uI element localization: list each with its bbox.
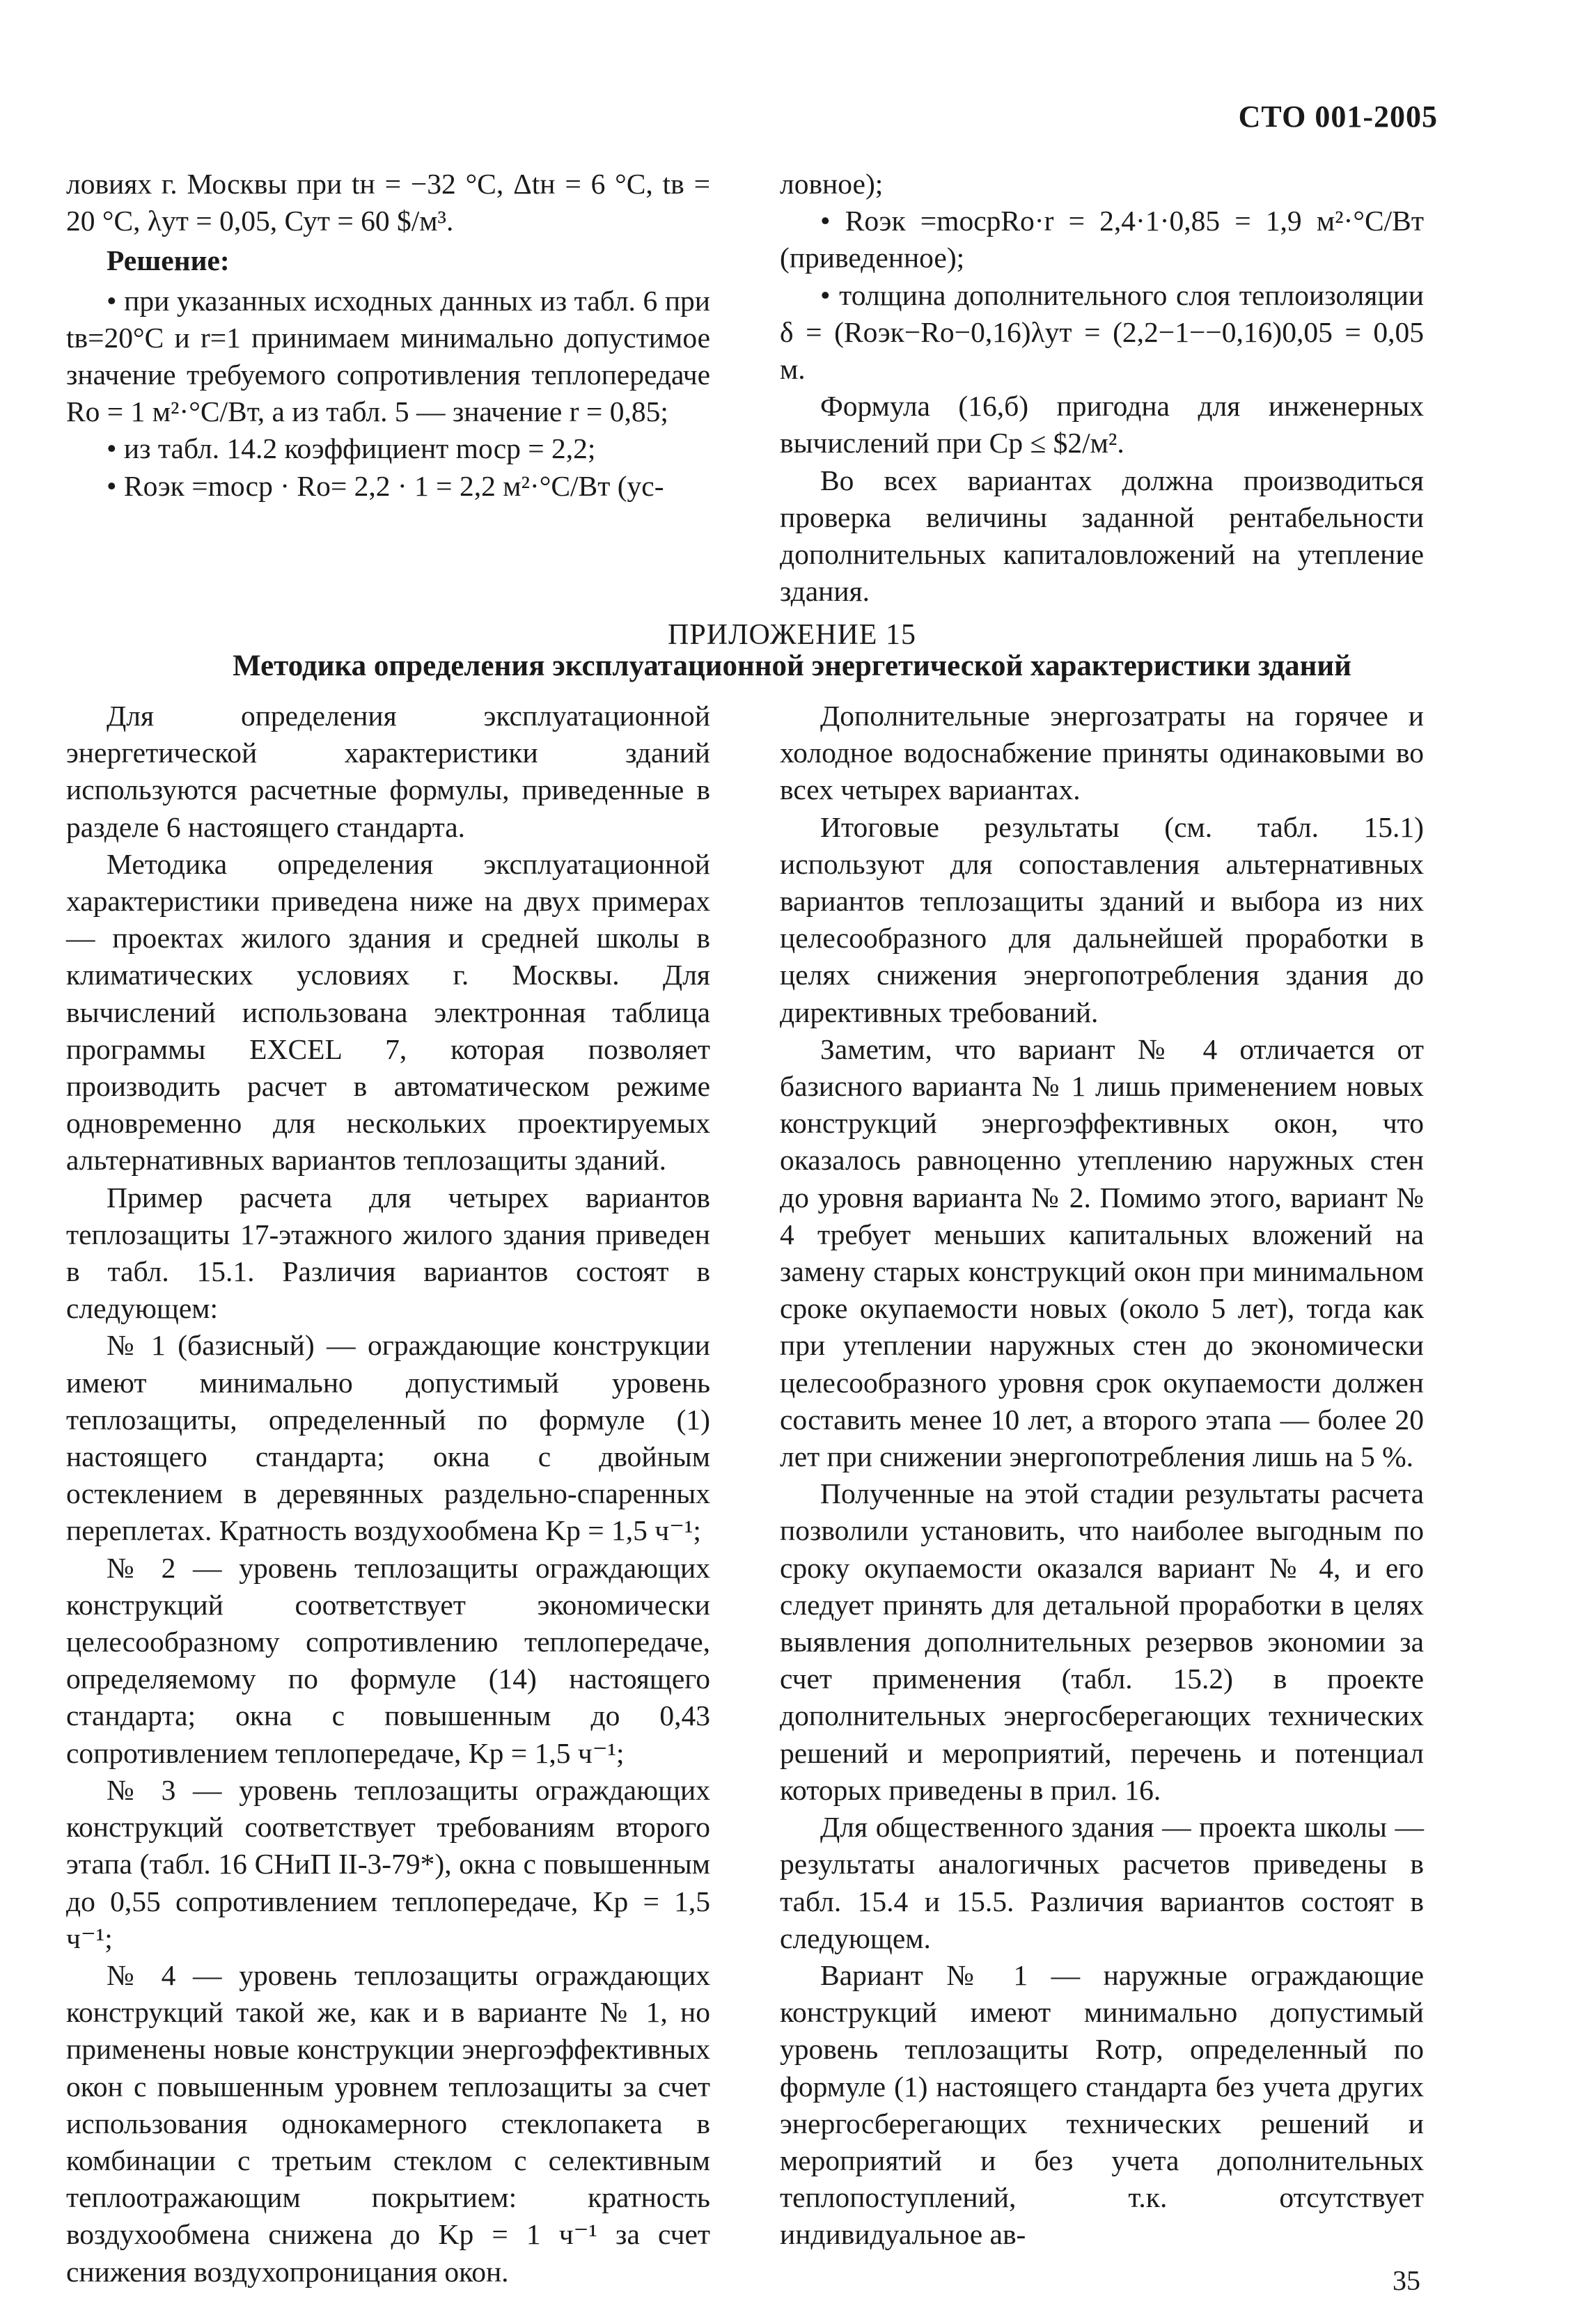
paragraph: Заметим, что вариант № 4 отличается от базисного варианта № 1 лишь применением новых конструкций энергоэффективных окон, что оказалось равноценно утеплению наружных стен до уровня варианта № 2. Помимо этого, вариант № 4 требует меньших капитальных вложений на замену старых конструкций окон при минимальном сроке окупаемости новых (около 5 лет), тогда как при утеплении наружных стен до экономически целесообразного уровня срок окупаемости должен составить менее 10 лет, а второго этапа — более 20 лет при снижении энергопотребления лишь на 5 %. bbox=[780, 1033, 1424, 1473]
left-column bbox=[66, 698, 710, 2291]
paragraph: ловное); bbox=[780, 168, 884, 200]
paragraph: № 1 (базисный) — ограждающие конструкции имеют минимально допустимый уровень теплозащиты, определенный по формуле (1) настоящего стандарта; окна с двойным остеклением в деревянных раздельно-спаренных переплетах. Кратность воздухообмена Kр = 1,5 ч⁻¹; bbox=[66, 1329, 710, 1547]
paragraph: Полученные на этой стадии результаты расчета позволили установить, что наиболее выгодным по сроку окупаемости оказался вариант № 4, и его следует принять для детальной проработки в целях выявления дополнительных резервов экономии за счет применения (табл. 15.2) в проекте дополнительных энергосберегающих технических решений и мероприятий, перечень и потенциал которых приведены в прил. 16. bbox=[780, 1477, 1424, 1806]
bullet-item: • Rоэк =mоcpRо·r = 2,4·1·0,85 = 1,9 м²·°С/Вт (приведенное); bbox=[780, 205, 1424, 274]
solution-heading: Решение: bbox=[107, 244, 230, 277]
paragraph: Для определения эксплуатационной энергетической характеристики зданий используются расчетные формулы, приведенные в разделе 6 настоящего стандарта. bbox=[66, 700, 710, 843]
bullet-item: • толщина дополнительного слоя теплоизоляции δ = (Rоэк−Rо−0,16)λут = (2,2−1−−0,16)0,05 = 0,05 м. bbox=[780, 278, 1424, 386]
paragraph: Дополнительные энергозатраты на горячее и холодное водоснабжение приняты одинаковыми во всех четырех вариантах. bbox=[780, 700, 1424, 806]
bullet-item: • при указанных исходных данных из табл. 6 при tв=20°С и r=1 принимаем минимально допустимое значение требуемого сопротивления теплопередаче Rо = 1 м²·°С/Вт, а из табл. 5 — значение r = 0,85; bbox=[66, 284, 710, 428]
bullet-item: • Rоэк =mоср · Rо= 2,2 · 1 = 2,2 м²·°С/Вт (ус- bbox=[107, 469, 664, 502]
paragraph: № 3 — уровень теплозащиты ограждающих конструкций соответствует требованиям второго этапа (табл. 16 СНиП II-3-79*), окна с повышенным до 0,55 сопротивлением теплопередаче, Kр = 1,5 ч⁻¹; bbox=[66, 1773, 710, 1954]
paragraph: Пример расчета для четырех вариантов теплозащиты 17-этажного жилого здания приведен в табл. 15.1. Различия вариантов состоят в следующем: bbox=[66, 1181, 710, 1325]
paragraph: Во всех вариантах должна производиться проверка величины заданной рентабельности дополнительных капиталовложений на утепление здания. bbox=[780, 464, 1424, 608]
paragraph: № 2 — уровень теплозащиты ограждающих конструкций соответствует экономически целесообразному сопротивлению теплопередаче, определяемому по формуле (14) настоящего стандарта; окна с повышенным до 0,43 сопротивлением теплопередаче, Kр = 1,5 ч⁻¹; bbox=[66, 1551, 710, 1769]
paragraph: Итоговые результаты (см. табл. 15.1) используют для сопоставления альтернативных вариантов теплозащиты зданий и выбора из них целесообразного для дальнейшей проработки в целях снижения энергопотребления здания до директивных требований. bbox=[780, 810, 1424, 1028]
paragraph: Формула (16,б) пригодна для инженерных вычислений при Ср ≤ $2/м². bbox=[780, 390, 1424, 460]
paragraph: Для общественного здания — проекта школы — результаты аналогичных расчетов приведены в табл. 15.4 и 15.5. Различия вариантов состоят в следующем. bbox=[780, 1811, 1424, 1954]
paragraph: Вариант № 1 — наружные ограждающие конструкций имеют минимально допустимый уровень теплозащиты Rотр, определенный по формуле (1) настоящего стандарта без учета других энергосберегающих технических решений и мероприятий и без учета дополнительных теплопоступлений, т.к. отсутствует индивидуальное ав- bbox=[780, 1958, 1424, 2251]
bullet-item: • из табл. 14.2 коэффициент mосp = 2,2; bbox=[107, 432, 596, 465]
appendix-title: Методика определения эксплуатационной энергетической характеристики зданий bbox=[233, 650, 1351, 682]
page-number: 35 bbox=[1393, 2265, 1420, 2296]
paragraph: Методика определения эксплуатационной характеристики приведена ниже на двух примерах — проектах жилого здания и средней школы в климатических условиях г. Москвы. Для вычислений использована электронная таблица программы EXCEL 7, которая позволяет производить расчет в автоматическом режиме одновременно для нескольких проектируемых альтернативных вариантов теплозащиты зданий. bbox=[66, 847, 710, 1177]
appendix-label: ПРИЛОЖЕНИЕ 15 bbox=[668, 619, 916, 651]
right-column bbox=[780, 698, 1424, 2254]
top-right-column bbox=[780, 166, 1424, 610]
document-code: СТО 001-2005 bbox=[1238, 100, 1438, 134]
paragraph: ловиях г. Москвы при tн = −32 °С, Δtн = 6 °С, tв = 20 °С, λут = 0,05, Сут = 60 $/м³. bbox=[66, 168, 710, 237]
top-left-column bbox=[66, 166, 710, 505]
paragraph: № 4 — уровень теплозащиты ограждающих конструкций такой же, как и в варианте № 1, но применены новые конструкции энергоэффективных окон с повышенным уровнем теплозащиты за счет использования однокамерного стеклопакета в комбинации с третьим стеклом с селективным теплоотражающим покрытием: кратность воздухообмена снижена до Kр = 1 ч⁻¹ за счет снижения воздухопроницания окон. bbox=[66, 1958, 710, 2288]
